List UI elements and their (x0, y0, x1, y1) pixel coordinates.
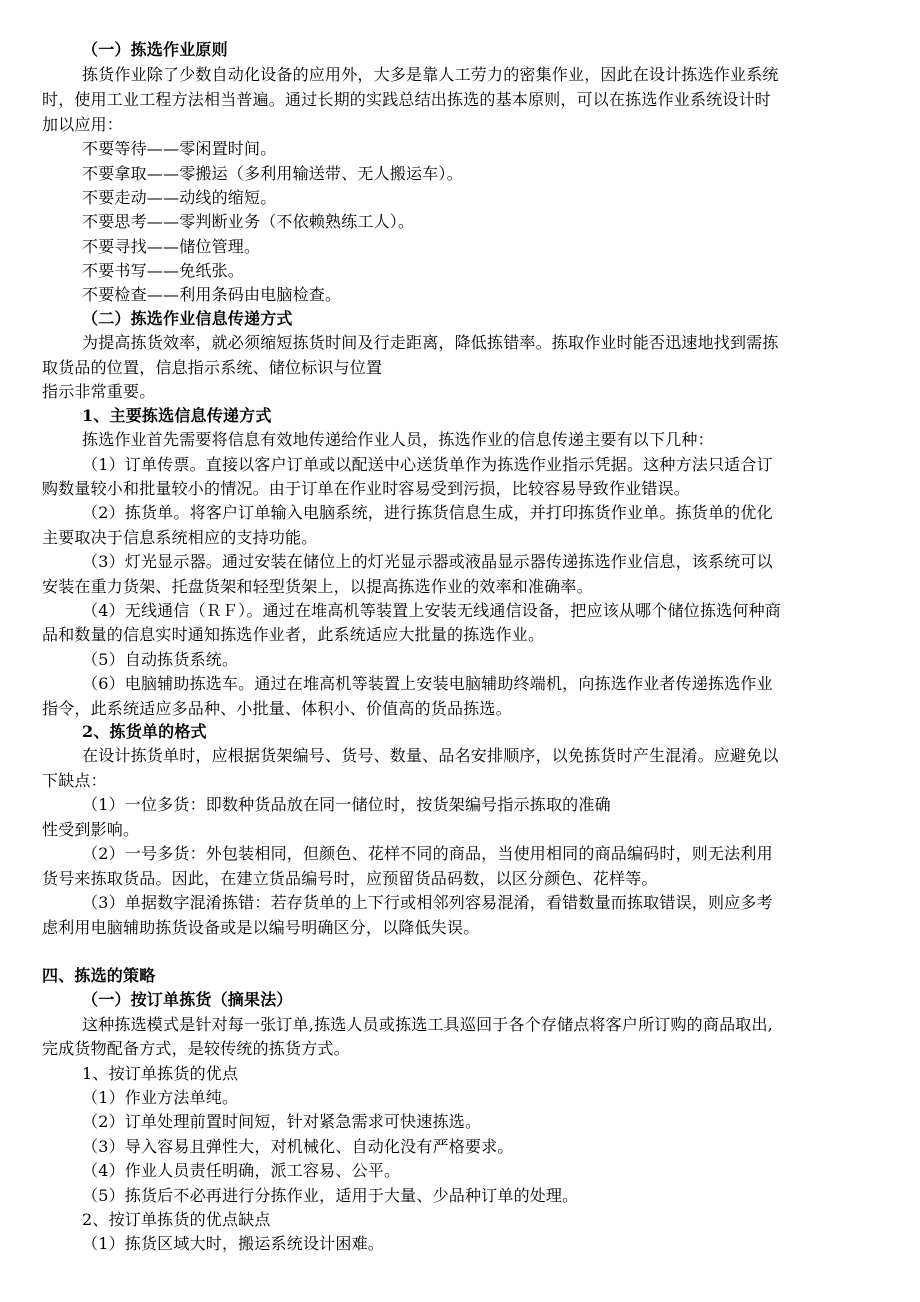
paragraph-line: 加以应用： (42, 115, 124, 134)
list-item-line: 指令，此系统适应多品种、小批量、体积小、价值高的货品拣选。 (42, 699, 512, 718)
list-item-line: （3）单据数字混淆拣错：若存货单的上下行或相邻列容易混淆，看错数量而拣取错误，则应多考 (82, 893, 773, 912)
paragraph-line: 取货品的位置，信息指示系统、储位标识与位置 (42, 358, 383, 377)
list-item: （3）导入容易且弹性大，对机械化、自动化没有严格要求。 (82, 1137, 514, 1156)
paragraph-line: 下缺点： (42, 771, 107, 790)
paragraph-line: 这种拣选模式是针对每一张订单,拣选人员或拣选工具巡回于各个存储点将客户所订购的商品取出, (82, 1015, 773, 1034)
list-item-line: （1）一位多货：即数种货品放在同一储位时，按货架编号指示拣取的准确 (82, 795, 611, 814)
list-item-line: 货号来拣取货品。因此，在建立货品编号时，应预留货品码数，以区分颜色、花样等。 (42, 869, 658, 888)
list-item-line: （3）灯光显示器。通过安装在储位上的灯光显示器或液晶显示器传递拣选作业信息，该系统可以 (82, 552, 773, 571)
rule-item: 不要思考——零判断业务（不依赖熟练工人）。 (82, 212, 415, 231)
list-item-line: （5）自动拣货系统。 (82, 650, 239, 669)
list-item-line: 购数量较小和批量较小的情况。由于订单在作业时容易受到污损，比较容易导致作业错误。 (42, 479, 691, 498)
rule-item: 不要书写——免纸张。 (82, 261, 245, 280)
list-item-line: 主要取决于信息系统相应的支持功能。 (42, 528, 318, 547)
list-item-line: 虑利用电脑辅助拣货设备或是以编号明确区分，以降低失误。 (42, 918, 480, 937)
list-item-line: （6）电脑辅助拣选车。通过在堆高机等装置上安装电脑辅助终端机，向拣选作业者传递拣选作业 (82, 674, 773, 693)
list-item: （2）订单处理前置时间短，针对紧急需求可快速拣选。 (82, 1112, 482, 1131)
rule-item: 不要走动——动线的缩短。 (82, 188, 277, 207)
list-item-line: 品和数量的信息实时通知拣选作业者，此系统适应大批量的拣选作业。 (42, 625, 545, 644)
list-item: （1）作业方法单纯。 (82, 1088, 239, 1107)
list-item-line: 安装在重力货架、托盘货架和轻型货架上，以提高拣选作业的效率和准确率。 (42, 577, 593, 596)
list-item: （1）拣货区域大时，搬运系统设计困难。 (82, 1234, 384, 1253)
paragraph-line: 为提高拣货效率，就必须缩短拣货时间及行走距离，降低拣错率。拣取作业时能否迅速地找到需拣 (82, 333, 779, 352)
list-item-line: （2）拣货单。将客户订单输入电脑系统，进行拣货信息生成，并打印拣货作业单。拣货单的优化 (82, 503, 773, 522)
subsection-heading: 1、按订单拣货的优点 (82, 1064, 239, 1083)
subsection-heading: 2、按订单拣货的优点缺点 (82, 1210, 271, 1229)
list-item-line: （1）订单传票。直接以客户订单或以配送中心送货单作为拣选作业指示凭据。这种方法只适合订 (82, 455, 773, 474)
paragraph-line: 拣货作业除了少数自动化设备的应用外，大多是靠人工劳力的密集作业，因此在设计拣选作业系统 (82, 65, 779, 84)
list-item-line: 性受到影响。 (42, 820, 140, 839)
list-item: （4）作业人员责任明确，派工容易、公平。 (82, 1161, 401, 1180)
list-item: （5）拣货后不必再进行分拣作业，适用于大量、少品种订单的处理。 (82, 1186, 579, 1205)
paragraph-line: 拣选作业首先需要将信息有效地传递给作业人员，拣选作业的信息传递主要有以下几种： (82, 430, 714, 449)
section-heading: （二）拣选作业信息传递方式 (82, 309, 293, 328)
chapter-heading: 四、拣选的策略 (42, 966, 156, 985)
section-heading: （一）拣选作业原则 (82, 40, 228, 59)
rule-item: 不要拿取——零搬运（多利用输送带、无人搬运车）。 (82, 164, 463, 183)
paragraph-line: 时，使用工业工程方法相当普遍。通过长期的实践总结出拣选的基本原则，可以在拣选作业系统设计时 (42, 90, 772, 109)
paragraph-line: 指示非常重要。 (42, 382, 156, 401)
rule-item: 不要检查——利用条码由电脑检查。 (82, 285, 342, 304)
subsection-heading: 1、主要拣选信息传递方式 (82, 406, 272, 425)
paragraph-line: 在设计拣货单时，应根据货架编号、货号、数量、品名安排顺序，以免拣货时产生混淆。应避免以 (82, 746, 779, 765)
list-item-line: （4）无线通信（ＲＦ）。通过在堆高机等装置上安装无线通信设备，把应该从哪个储位拣选何种商 (82, 601, 781, 620)
list-item-line: （2）一号多货：外包装相同，但颜色、花样不同的商品，当使用相同的商品编码时，则无法利用 (82, 844, 773, 863)
section-heading: （一）按订单拣货（摘果法） (82, 990, 293, 1009)
rule-item: 不要等待——零闲置时间。 (82, 139, 277, 158)
subsection-heading: 2、拣货单的格式 (82, 722, 207, 741)
rule-item: 不要寻找——储位管理。 (82, 237, 261, 256)
paragraph-line: 完成货物配备方式，是较传统的拣货方式。 (42, 1039, 350, 1058)
